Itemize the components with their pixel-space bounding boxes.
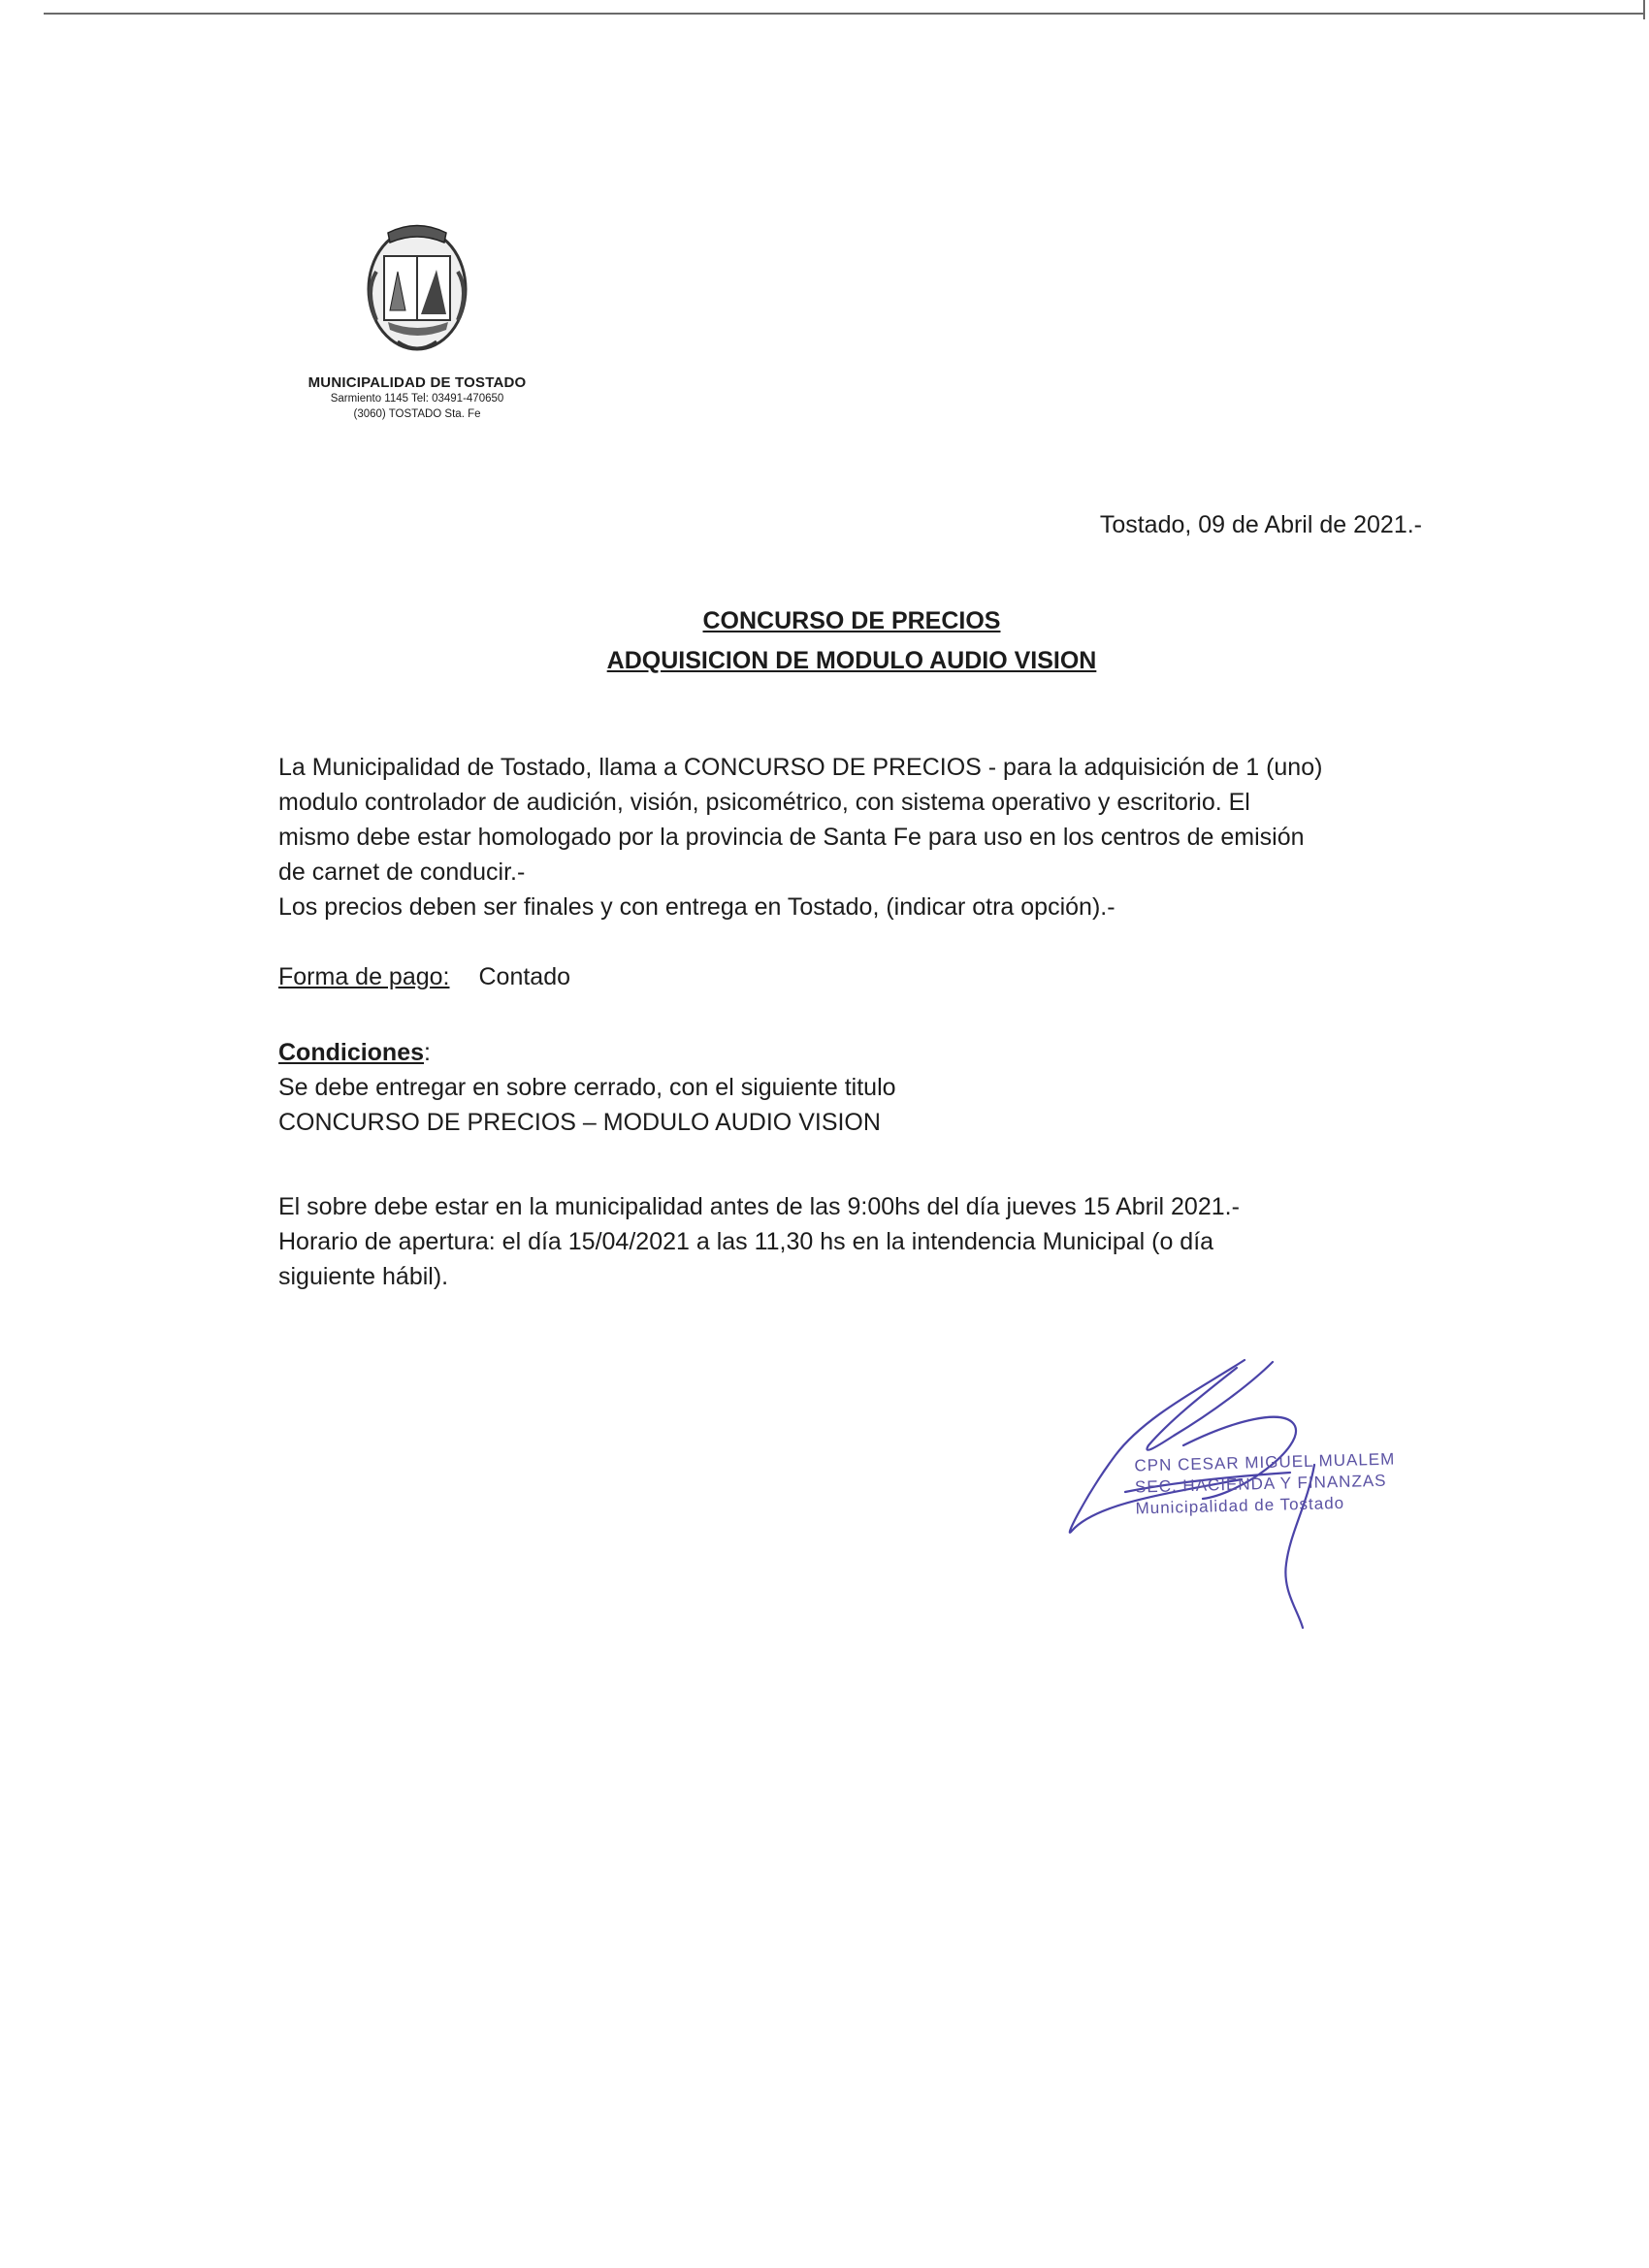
payment-value: Contado: [478, 963, 571, 990]
official-stamp: [1134, 1448, 1397, 1519]
org-name: MUNICIPALIDAD DE TOSTADO: [307, 374, 527, 391]
body-line: modulo controlador de audición, visión, psicométrico, con sistema operativo y escritorio. El: [278, 789, 1250, 816]
conditions-line: CONCURSO DE PRECIOS – MODULO AUDIO VISION: [278, 1109, 881, 1136]
closing-line: El sobre debe estar en la municipalidad antes de las 9:00hs del día jueves 15 Abril 2021.-: [278, 1193, 1240, 1220]
stamp-line-1: CPN CESAR MIGUEL MUALEM: [1134, 1449, 1396, 1475]
body-line: mismo debe estar homologado por la provincia de Santa Fe para uso en los centros de emisión: [278, 824, 1305, 851]
letterhead: [281, 213, 553, 422]
title-line-2: ADQUISICION DE MODULO AUDIO VISION: [606, 647, 1097, 674]
closing-line: siguiente hábil).: [278, 1263, 449, 1290]
closing-paragraph: [278, 1189, 1240, 1294]
conditions-heading-row: [278, 1035, 896, 1070]
body-line: de carnet de conducir.-: [278, 859, 526, 886]
stamp-line-3: Municipalidad de Tostado: [1135, 1493, 1345, 1518]
stamp-line-2: SEC. HACIENDA Y FINANZAS: [1134, 1471, 1387, 1497]
scan-edge-right: [1643, 0, 1645, 19]
scan-edge-top: [44, 13, 1644, 15]
conditions-line: Se debe entregar en sobre cerrado, con el siguiente titulo: [278, 1074, 896, 1101]
municipal-coat-of-arms-icon: [359, 213, 475, 359]
payment-terms: [278, 963, 570, 991]
signature-block: [1057, 1348, 1445, 1630]
org-city: (3060) TOSTADO Sta. Fe: [353, 408, 481, 420]
document-date: Tostado, 09 de Abril de 2021.-: [1099, 511, 1422, 538]
body-paragraph: [278, 750, 1442, 924]
org-address: Sarmiento 1145 Tel: 03491-470650: [330, 393, 504, 405]
document-title: [388, 601, 1315, 681]
conditions-heading: Condiciones: [278, 1039, 425, 1066]
closing-line: Horario de apertura: el día 15/04/2021 a las 11,30 hs en la intendencia Municipal (o día: [278, 1228, 1214, 1255]
body-line: Los precios deben ser finales y con entrega en Tostado, (indicar otra opción).-: [278, 893, 1116, 921]
body-line: La Municipalidad de Tostado, llama a CONCURSO DE PRECIOS - para la adquisición de 1 (uno): [278, 754, 1323, 781]
conditions-section: [278, 1035, 896, 1140]
title-line-1: CONCURSO DE PRECIOS: [702, 607, 1001, 634]
payment-label: Forma de pago:: [278, 963, 450, 990]
conditions-colon: :: [424, 1039, 431, 1066]
